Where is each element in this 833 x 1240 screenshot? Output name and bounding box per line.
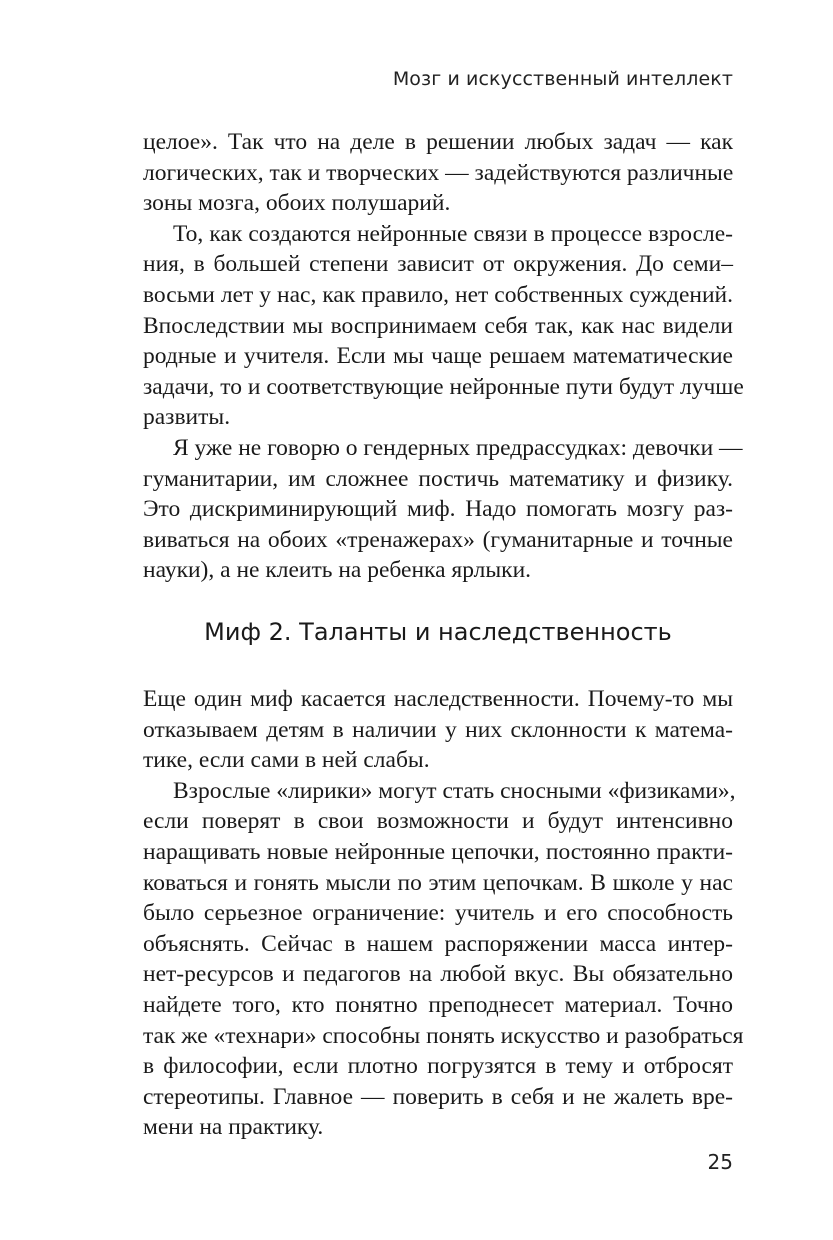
text-line: наращивать новые нейронные цепочки, постоянно практи- bbox=[143, 838, 733, 865]
text-line: было серьезное ограничение: учитель и его способность bbox=[143, 900, 733, 927]
text-line: науки), а не клеить на ребенка ярлыки. bbox=[143, 557, 532, 584]
text-line: восьми лет у нас, как правило, нет собственных суждений. bbox=[143, 281, 733, 308]
body-text-section-b bbox=[143, 684, 744, 1143]
text-line: зоны мозга, обоих полушарий. bbox=[143, 190, 451, 217]
text-line: виваться на обоих «тренажерах» (гуманитарные и точные bbox=[143, 526, 733, 553]
text-line: так же «технари» способны понять искусство и разобраться bbox=[143, 1022, 744, 1049]
text-line: коваться и гонять мысли по этим цепочкам. В школе у нас bbox=[143, 869, 733, 896]
text-line: То, как создаются нейронные связи в процессе взросле- bbox=[173, 220, 733, 247]
text-line: Я уже не говорю о гендерных предрассудках: девочки — bbox=[173, 434, 743, 461]
page-number: 25 bbox=[707, 1150, 733, 1174]
text-line: родные и учителя. Если мы чаще решаем математические bbox=[143, 343, 733, 370]
text-line: целое». Так что на деле в решении любых задач — как bbox=[143, 129, 733, 155]
text-line: в философии, если плотно погрузятся в тему и отбросят bbox=[143, 1053, 733, 1080]
text-line: логических, так и творческих — задействуются различные bbox=[143, 159, 734, 186]
text-line: нет-ресурсов и педагогов на любой вкус. Вы обязательно bbox=[143, 961, 733, 988]
text-line: Взрослые «лирики» могут стать сносными «физиками», bbox=[173, 777, 736, 804]
text-line: Впоследствии мы воспринимаем себя так, как нас видели bbox=[143, 312, 733, 339]
text-line: ния, в большей степени зависит от окружения. До семи– bbox=[143, 251, 733, 278]
text-line: развиты. bbox=[143, 404, 231, 431]
text-line: стереотипы. Главное — поверить в себя и не жалеть вре- bbox=[143, 1083, 733, 1110]
text-line: Это дискриминирующий миф. Надо помогать мозгу раз- bbox=[143, 496, 733, 523]
text-line: отказываем детям в наличии у них склонности к матема- bbox=[143, 716, 733, 743]
body-text-section-a bbox=[143, 127, 744, 586]
section-heading: Миф 2. Таланты и наследственность bbox=[204, 618, 672, 646]
text-line: тике, если сами в ней слабы. bbox=[143, 747, 430, 774]
text-line: если поверят в свои возможности и будут интенсивно bbox=[143, 808, 733, 835]
running-head: Мозг и искусственный интеллект bbox=[392, 68, 733, 90]
text-line: Еще один миф касается наследственности. Почему-то мы bbox=[143, 686, 733, 712]
text-line: гуманитарии, им сложнее постичь математику и физику. bbox=[143, 465, 733, 492]
text-line: мени на практику. bbox=[143, 1114, 324, 1141]
text-line: задачи, то и соответствующие нейронные пути будут лучше bbox=[143, 373, 744, 400]
text-line: объяснять. Сейчас в нашем распоряжении масса интер- bbox=[143, 930, 733, 957]
text-line: найдете того, кто понятно преподнесет материал. Точно bbox=[143, 991, 733, 1018]
